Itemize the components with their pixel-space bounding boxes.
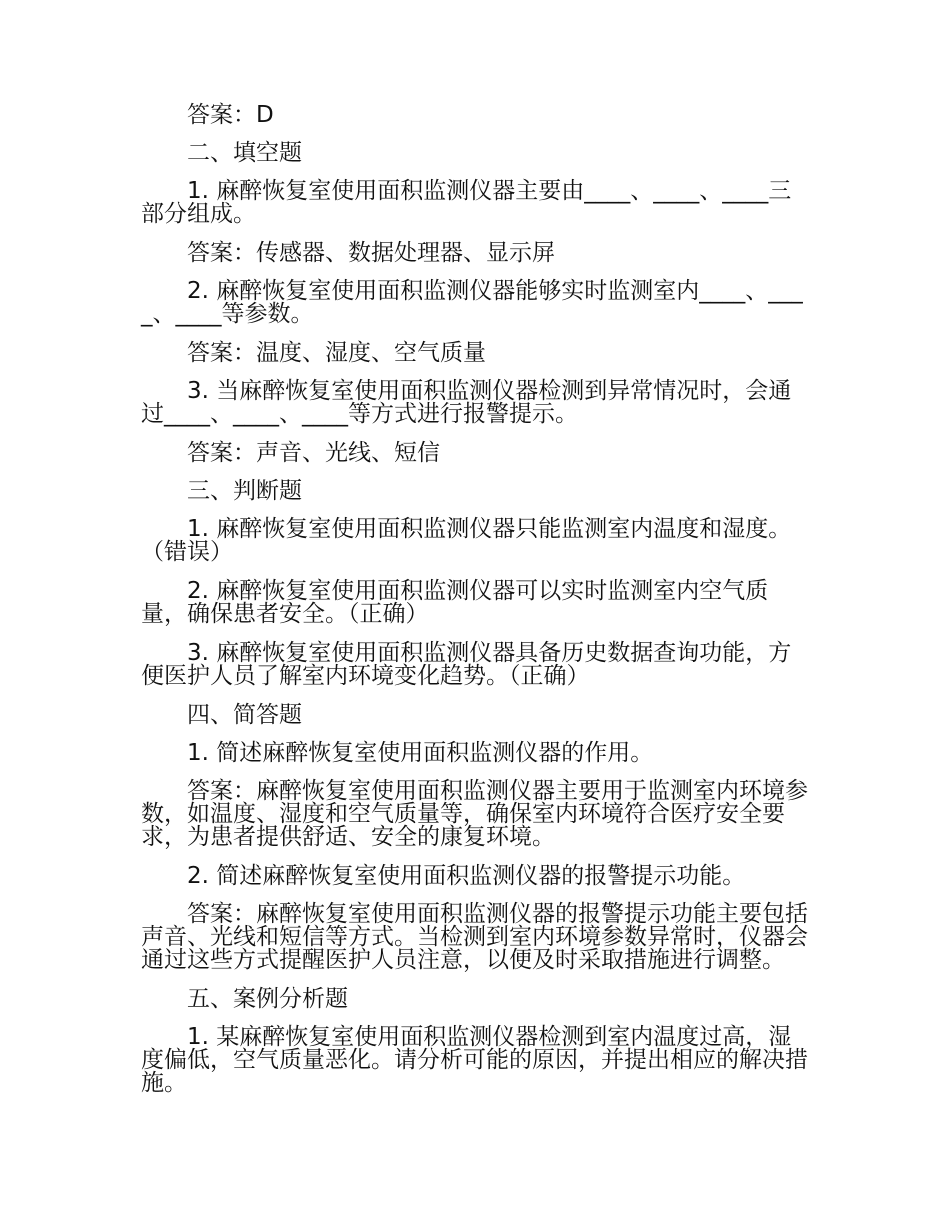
fill-question-3: 3. 当麻醉恢复室使用面积监测仪器检测到异常情况时，会通过____、____、____等方式进行报警提示。 xyxy=(141,378,792,427)
fill-answer-1: 答案：传感器、数据处理器、显示屏 xyxy=(187,240,555,266)
fill-question-1: 1. 麻醉恢复室使用面积监测仪器主要由____、____、____三部分组成。 xyxy=(141,178,792,227)
fill-answer-2: 答案：温度、湿度、空气质量 xyxy=(187,340,486,366)
case-question-1: 1. 某麻醉恢复室使用面积监测仪器检测到室内温度过高，湿度偏低，空气质量恶化。请分析可能的原因，并提出相应的解决措施。 xyxy=(141,1024,808,1096)
short-question-2: 2. 简述麻醉恢复室使用面积监测仪器的报警提示功能。 xyxy=(187,863,746,889)
short-question-1: 1. 简述麻醉恢复室使用面积监测仪器的作用。 xyxy=(187,740,654,766)
answer-line: 答案：D xyxy=(187,102,274,128)
section-heading-true-false: 三、判断题 xyxy=(187,478,302,504)
section-heading-short-answer: 四、简答题 xyxy=(187,702,302,728)
section-heading-case-analysis: 五、案例分析题 xyxy=(187,986,348,1012)
fill-answer-3: 答案：声音、光线、短信 xyxy=(187,440,440,466)
fill-question-2: 2. 麻醉恢复室使用面积监测仪器能够实时监测室内____、____、____等参数。 xyxy=(141,278,803,327)
judge-question-1: 1. 麻醉恢复室使用面积监测仪器只能监测室内温度和湿度。（错误） xyxy=(141,516,792,565)
section-heading-fill-in: 二、填空题 xyxy=(187,140,302,166)
document-body xyxy=(141,104,813,1095)
short-answer-2: 答案：麻醉恢复室使用面积监测仪器的报警提示功能主要包括声音、光线和短信等方式。当检测到室内环境参数异常时，仪器会通过这些方式提醒医护人员注意，以便及时采取措施进行调整。 xyxy=(141,901,808,973)
judge-question-3: 3. 麻醉恢复室使用面积监测仪器具备历史数据查询功能，方便医护人员了解室内环境变化趋势。（正确） xyxy=(141,640,792,689)
judge-question-2: 2. 麻醉恢复室使用面积监测仪器可以实时监测室内空气质量，确保患者安全。（正确） xyxy=(141,578,769,627)
short-answer-1: 答案：麻醉恢复室使用面积监测仪器主要用于监测室内环境参数，如温度、湿度和空气质量等，确保室内环境符合医疗安全要求，为患者提供舒适、安全的康复环境。 xyxy=(141,778,808,850)
